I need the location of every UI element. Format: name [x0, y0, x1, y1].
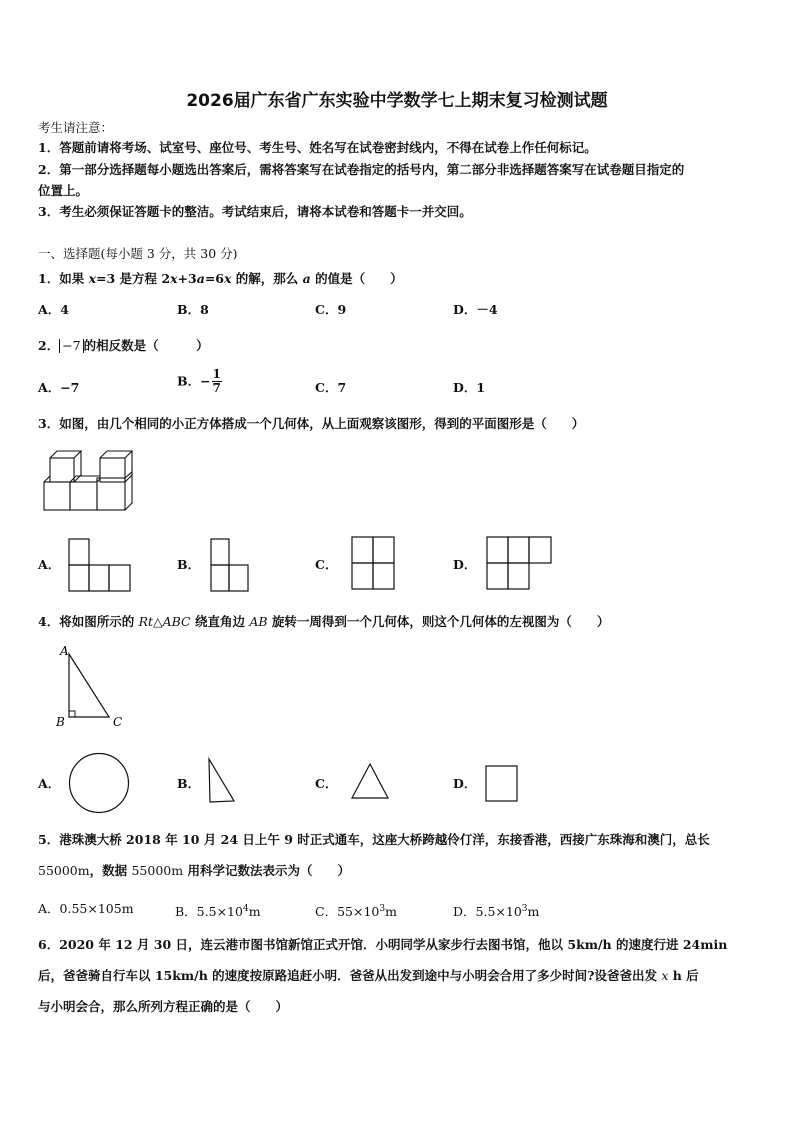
q5-value: 55000m — [131, 863, 184, 878]
q2-text: 的相反数是（ ） — [83, 338, 209, 353]
q1-text: =6 — [204, 271, 224, 286]
q5-text: 用科学记数法表示为（ ） — [183, 863, 350, 878]
q5-option-d-unit: m — [527, 904, 540, 920]
q5-option-c — [315, 900, 397, 921]
q5-option-c-exponent: 3 — [379, 904, 386, 914]
q5-option-b — [175, 900, 261, 921]
q4-text: 旋转一周得到一个几何体，则这个几何体的左视图为（ ） — [267, 614, 610, 629]
q4-text: 绕直角边 — [190, 614, 250, 629]
question-5-line-1: 5．港珠澳大桥 2018 年 10 月 24 日上午 9 时正式通车，这座大桥跨越伶仃洋，东接香港，西接广东珠海和澳门，总长 — [38, 832, 710, 847]
q4-option-c-triangle — [350, 762, 392, 802]
q1-var: x — [170, 271, 178, 286]
q2-option-d: D．1 — [453, 380, 486, 395]
q5-value: 55000m — [38, 863, 90, 878]
q4-option-d-label: D． — [453, 776, 477, 791]
question-2 — [38, 337, 209, 355]
q4-triangle-name: Rt△ABC — [138, 614, 191, 629]
question-4 — [38, 613, 609, 631]
q2-text: 2． — [38, 338, 60, 353]
q3-option-c-label: C． — [315, 557, 338, 572]
q1-var: a — [196, 271, 205, 286]
q1-option-a: A．4 — [38, 302, 69, 317]
q1-option-b: B．8 — [177, 302, 209, 317]
notice-heading: 考生请注意： — [38, 120, 114, 135]
q3-option-d-figure — [486, 536, 554, 592]
q1-var: a — [302, 271, 311, 286]
q2-option-b-label: B．− — [177, 373, 211, 389]
q5-option-a: A．0.55×105m — [38, 901, 134, 916]
page-title: 2026届广东省广东实验中学数学七上期末复习检测试题 — [186, 91, 608, 111]
q5-option-b-base: B．5.5×10 — [175, 904, 243, 920]
q5-option-d — [453, 900, 539, 921]
q2-option-a: A．−7 — [38, 380, 80, 395]
q5-option-b-unit: m — [248, 904, 261, 920]
q4-option-b-triangle — [206, 757, 238, 805]
q2-option-c: C．7 — [315, 380, 347, 395]
q4-side-name: AB — [249, 614, 268, 629]
q2-option-b-fraction — [212, 368, 222, 395]
q1-text: =3 是方程 2 — [96, 271, 171, 286]
notice-item-2-cont: 位置上。 — [38, 183, 89, 198]
question-5-line-2 — [38, 862, 350, 880]
q3-option-d-label: D． — [453, 557, 477, 572]
question-3: 3．如图，由几个相同的小正方体搭成一个几何体，从上面观察该图形，得到的平面图形是（ ） — [38, 416, 585, 431]
question-1 — [38, 270, 403, 288]
q3-option-c-figure — [351, 536, 397, 592]
q2-option-b — [177, 368, 222, 395]
q5-text: ，数据 — [89, 863, 132, 878]
vertex-label-a: A — [60, 644, 69, 658]
q5-option-d-exponent: 3 — [521, 904, 528, 914]
q4-option-c-label: C． — [315, 776, 338, 791]
section-heading: 一、选择题(每小题 3 分，共 30 分) — [38, 246, 238, 261]
q1-var: x — [224, 271, 232, 286]
q3-option-b-label: B． — [177, 557, 201, 572]
notice-item-3: 3．考生必须保证答题卡的整洁。考试结束后，请将本试卷和答题卡一并交回。 — [38, 204, 472, 219]
cube-stack-lines — [44, 451, 132, 510]
q4-option-a-label: A． — [38, 776, 61, 791]
question-6-line-3: 与小明会合，那么所列方程正确的是（ ） — [38, 999, 289, 1014]
fraction-denominator: 7 — [212, 381, 221, 395]
q1-text: 1．如果 — [38, 271, 89, 286]
q1-var: x — [88, 271, 97, 286]
q5-option-b-exponent: 4 — [242, 904, 249, 914]
notice-item-1: 1．答题前请将考场、试室号、座位号、考生号、姓名写在试卷密封线内，不得在试卷上作任何标记。 — [38, 140, 597, 155]
q5-option-c-unit: m — [385, 904, 397, 920]
q5-option-d-base: D．5.5×10 — [453, 904, 522, 920]
cube-stack-figure — [40, 448, 135, 516]
fraction-numerator: 1 — [212, 367, 221, 381]
notice-item-2: 2．第一部分选择题每小题选出答案后，需将答案写在试卷指定的括号内，第二部分非选择题答案写在试卷题目指定的 — [38, 162, 685, 177]
q3-option-a-label: A． — [38, 557, 61, 572]
vertex-label-b: B — [56, 715, 65, 729]
q6-text: 后，爸爸骑自行车以 15km/h 的速度按原路追赶小明．爸爸从出发到途中与小明会合用了多少时间?设爸爸出发 — [38, 968, 662, 983]
q1-text: +3 — [177, 271, 197, 286]
vertex-label-c: C — [113, 715, 123, 729]
q4-option-d-rectangle — [484, 764, 520, 804]
q6-text: h 后 — [668, 968, 699, 983]
q3-option-b-figure — [210, 538, 250, 592]
q2-absolute-value: −7 — [59, 339, 83, 353]
q4-option-b-label: B． — [177, 776, 201, 791]
q1-option-c: C．9 — [315, 302, 347, 317]
q3-option-a-figure — [68, 538, 132, 592]
q4-text: 4．将如图所示的 — [38, 614, 139, 629]
q1-text: 的解，那么 — [231, 271, 303, 286]
q1-text: 的值是（ ） — [310, 271, 403, 286]
q4-option-a-circle — [68, 752, 132, 816]
question-6-line-2 — [38, 967, 699, 985]
q1-option-d: D．－4 — [453, 302, 498, 317]
right-triangle-figure — [54, 642, 134, 732]
q5-option-c-base: C．55×10 — [315, 904, 380, 920]
q6-var: x — [661, 968, 669, 983]
question-6-line-1: 6．2020 年 12 月 30 日，连云港市图书馆新馆正式开馆．小明同学从家步行去图书馆，他以 5km/h 的速度行进 24min — [38, 937, 728, 952]
